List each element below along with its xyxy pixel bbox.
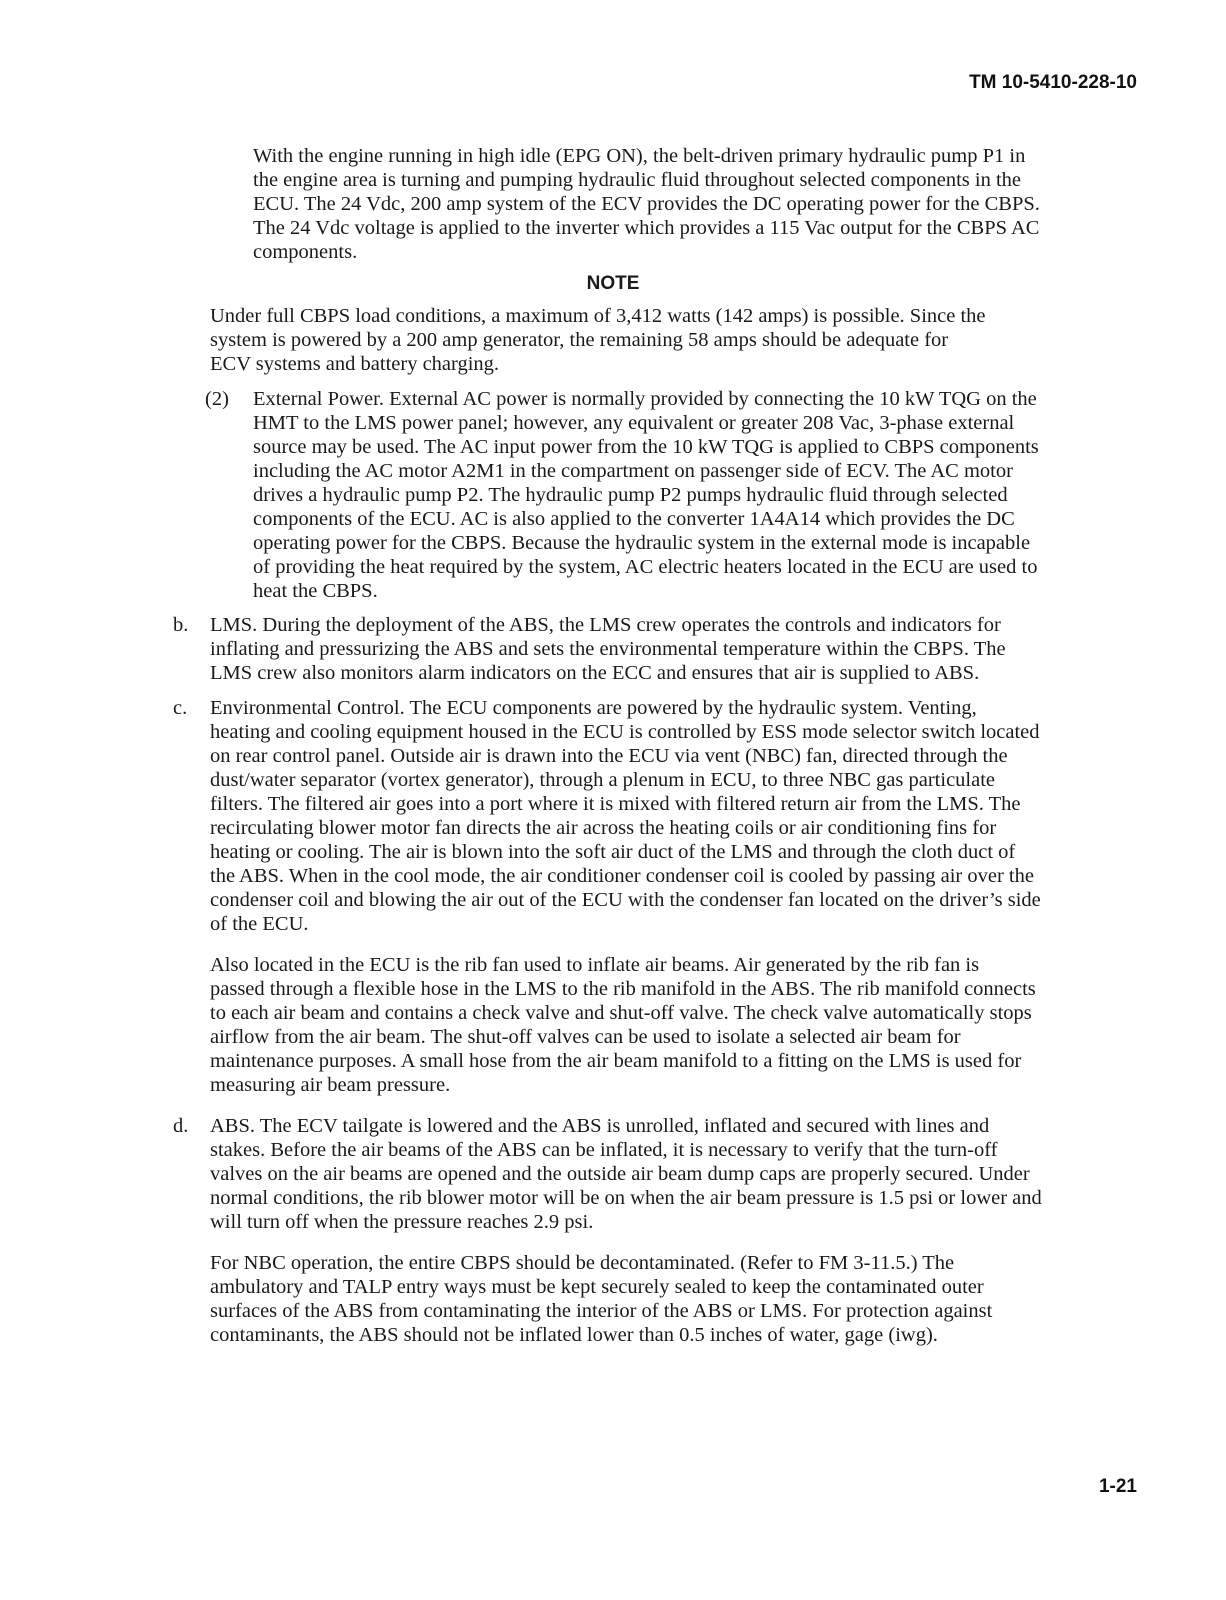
text-line: Environmental Control. The ECU components are powered by the hydraulic system. Venting, <box>210 697 977 719</box>
text-line: ambulatory and TALP entry ways must be kept securely sealed to keep the contaminated outer <box>210 1276 984 1298</box>
paragraph-engine-power <box>253 144 1040 264</box>
paragraph-label: d. <box>173 1115 189 1137</box>
paragraph-label: (2) <box>205 388 229 410</box>
text-line: will turn off when the pressure reaches 2.9 psi. <box>210 1211 594 1233</box>
text-line: Under full CBPS load conditions, a maximum of 3,412 watts (142 amps) is possible. Since the <box>210 305 986 327</box>
text-line: airflow from the air beam. The shut-off valves can be used to isolate a selected air beam for <box>210 1026 961 1048</box>
text-line: including the AC motor A2M1 in the compartment on passenger side of ECV. The AC motor <box>253 460 1013 482</box>
document-number: TM 10-5410-228-10 <box>969 72 1137 93</box>
text-line: contaminants, the ABS should not be inflated lower than 0.5 inches of water, gage (iwg). <box>210 1324 938 1346</box>
text-line: source may be used. The AC input power from the 10 kW TQG is applied to CBPS components <box>253 436 1039 458</box>
text-line: For NBC operation, the entire CBPS should be decontaminated. (Refer to FM 3-11.5.) The <box>210 1252 955 1274</box>
paragraph-label: b. <box>173 614 189 636</box>
paragraph-external-power <box>253 387 1039 603</box>
text-line: With the engine running in high idle (EPG ON), the belt-driven primary hydraulic pump P1 in <box>253 145 1026 167</box>
text-line: The 24 Vdc voltage is applied to the inverter which provides a 115 Vac output for the CBPS AC <box>253 217 1040 239</box>
text-line: components of the ECU. AC is also applied to the converter 1A4A14 which provides the DC <box>253 508 1015 530</box>
text-line: normal conditions, the rib blower motor will be on when the air beam pressure is 1.5 psi or lower and <box>210 1187 1042 1209</box>
text-line: to each air beam and contains a check valve and shut-off valve. The check valve automatically stops <box>210 1002 1032 1024</box>
text-line: ECV systems and battery charging. <box>210 353 500 375</box>
text-line: HMT to the LMS power panel; however, any equivalent or greater 208 Vac, 3-phase external <box>253 412 1015 434</box>
paragraph-environmental-control <box>210 696 1041 936</box>
text-line: Also located in the ECU is the rib fan used to inflate air beams. Air generated by the rib fan is <box>210 954 980 976</box>
text-line: drives a hydraulic pump P2. The hydraulic pump P2 pumps hydraulic fluid through selected <box>253 484 1008 506</box>
text-line: External Power. External AC power is normally provided by connecting the 10 kW TQG on the <box>253 388 1037 410</box>
text-line: stakes. Before the air beams of the ABS can be inflated, it is necessary to verify that the turn-off <box>210 1139 998 1161</box>
text-line: recirculating blower motor fan directs the air across the heating coils or air conditioning fins for <box>210 817 997 839</box>
page-number: 1-21 <box>1098 1476 1137 1497</box>
paragraph-abs <box>210 1114 1042 1234</box>
text-line: LMS crew also monitors alarm indicators on the ECC and ensures that air is supplied to ABS. <box>210 662 980 684</box>
text-line: passed through a flexible hose in the LMS to the rib manifold in the ABS. The rib manifold connects <box>210 978 1036 1000</box>
text-line: the ABS. When in the cool mode, the air conditioner condenser coil is cooled by passing air over the <box>210 865 1034 887</box>
paragraph-label: c. <box>173 697 188 719</box>
text-line: ECU. The 24 Vdc, 200 amp system of the ECV provides the DC operating power for the CBPS. <box>253 193 1040 215</box>
text-line: dust/water separator (vortex generator), through a plenum in ECU, to three NBC gas particulate <box>210 769 996 791</box>
note-heading: NOTE <box>586 273 640 294</box>
paragraph-rib-fan <box>210 953 1036 1097</box>
text-line: heating or cooling. The air is blown into the soft air duct of the LMS and through the cloth duct of <box>210 841 1016 863</box>
text-line: filters. The filtered air goes into a port where it is mixed with filtered return air from the LMS. The <box>210 793 1021 815</box>
text-line: the engine area is turning and pumping hydraulic fluid throughout selected components in the <box>253 169 1021 191</box>
paragraph-nbc-operation <box>210 1251 992 1347</box>
paragraph-lms <box>210 613 1006 685</box>
text-line: on rear control panel. Outside air is drawn into the ECU via vent (NBC) fan, directed through the <box>210 745 1008 767</box>
text-line: LMS. During the deployment of the ABS, the LMS crew operates the controls and indicators for <box>210 614 1001 636</box>
text-line: condenser coil and blowing the air out of the ECU with the condenser fan located on the driver’s side <box>210 889 1041 911</box>
text-line: heating and cooling equipment housed in the ECU is controlled by ESS mode selector switch located <box>210 721 1040 743</box>
text-line: of providing the heat required by the system, AC electric heaters located in the ECU are used to <box>253 556 1038 578</box>
text-line: valves on the air beams are opened and the outside air beam dump caps are properly secured. Under <box>210 1163 1030 1185</box>
text-line: heat the CBPS. <box>253 580 378 602</box>
text-line: measuring air beam pressure. <box>210 1074 451 1096</box>
text-line: of the ECU. <box>210 913 309 935</box>
text-line: surfaces of the ABS from contaminating the interior of the ABS or LMS. For protection against <box>210 1300 993 1322</box>
text-line: system is powered by a 200 amp generator, the remaining 58 amps should be adequate for <box>210 329 949 351</box>
text-line: components. <box>253 241 358 263</box>
note-text <box>210 304 986 376</box>
text-line: ABS. The ECV tailgate is lowered and the ABS is unrolled, inflated and secured with lines and <box>210 1115 990 1137</box>
text-line: inflating and pressurizing the ABS and sets the environmental temperature within the CBPS. The <box>210 638 1006 660</box>
text-line: maintenance purposes. A small hose from the air beam manifold to a fitting on the LMS is used for <box>210 1050 1022 1072</box>
text-line: operating power for the CBPS. Because the hydraulic system in the external mode is incapable <box>253 532 1031 554</box>
